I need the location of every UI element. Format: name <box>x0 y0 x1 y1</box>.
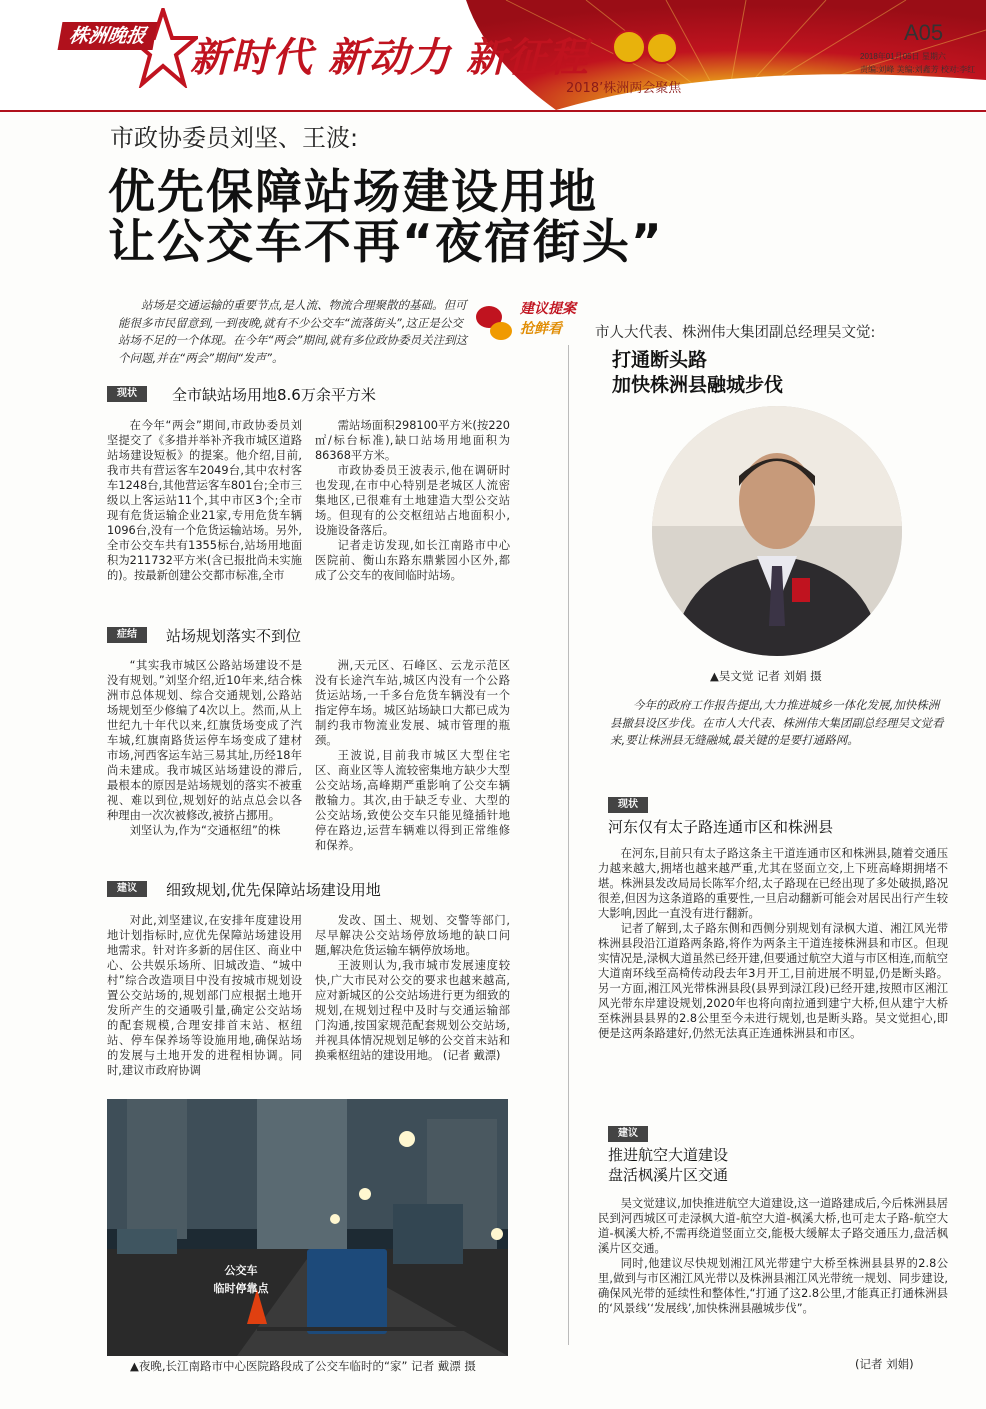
article-column <box>598 1196 948 1316</box>
paragraph: 洲,天元区、石峰区、云龙示范区没有长途汽车站,城区内没有一个公路货运站场,一千多台危货车辆没有一个指定停车场。城区站场缺口大都已成为制约我市物流业发展、城市管理的瓶颈。 <box>315 659 510 747</box>
national-emblem-icon <box>612 30 646 64</box>
main-kicker: 市政协委员刘坚、王波: <box>110 124 359 152</box>
portrait-caption: ▲吴文觉 记者 刘娟 摄 <box>710 669 822 683</box>
photo-sign-board <box>307 1249 387 1334</box>
editor-credits: 责编:刘峰 美编:刘鑫芳 校对:李红 <box>860 65 976 74</box>
side-headline-line-1: 打通断头路 <box>612 349 708 371</box>
article-column <box>107 418 302 583</box>
masthead <box>0 0 986 110</box>
paragraph: “其实我市城区公路站场建设不是没有规划。”刘坚介绍,近10年来,结合株洲市总体规划、综合交通规划,公路站场规划至少修编了4次以上。然而,从上世纪九十年代以来,红旗货场变成了汽车城,红旗南路货运停车场变成了建材市场,河西客运车站三易其址,历经18年尚未建成。我市城区站场建设的滞后,最根本的原因是站场规划的落实不被重视、难以到位,规划好的站点总会以各种理由一次次被修改,被挤占挪用。 <box>107 659 302 822</box>
main-lead-paragraph: 站场是交通运输的重要节点,是人流、物流合理聚散的基础。但可能很多市民留意到,一到夜晚,就有不少公交车“流落街头”,这正是公交站场不足的一个体现。在今年“两会”期间,就有多位政协委员关注到这个问题,并在“两会”期间“发声”。 <box>118 298 468 365</box>
special-section-title: 2018’株洲两会聚焦 <box>566 81 682 96</box>
paragraph: 在今年“两会”期间,市政协委员刘坚提交了《多措并举补齐我市城区道路站场建设短板》的提案。他介绍,目前,我市共有营运客车2049台,其中农村客车1248台,其他营运客车801台;全市三级以上客运站11个,其中市区3个;全市现有危货运输企业21家,专用危货车辆1096台,没有一个危货运输站场。另外,全市公交车共有1355标台,站场用地面积为211732平方米(含已报批尚未实施的)。按最新创建公交都市标准,全市 <box>107 419 302 582</box>
main-headline-line-2: 让公交车不再“夜宿街头” <box>108 215 664 270</box>
cppcc-emblem-icon <box>646 32 678 64</box>
column-divider <box>568 345 569 1345</box>
paragraph: 记者走访发现,如长江南路市中心医院前、衡山东路东鼎紫园小区外,都成了公交车的夜间临时站场。 <box>315 539 510 582</box>
paragraph: 需站场面积298100平方米(按220㎡/标台标准),缺口站场用地面积为86368平方米。 <box>315 419 510 462</box>
article-column <box>107 658 302 838</box>
paragraph: 吴文觉建议,加快推进航空大道建设,这一道路建成后,今后株洲县居民到河西城区可走渌枫大道-航空大道-枫溪大桥,也可走太子路-航空大道-枫溪大桥,不需再绕道竖面立交,能极大缓解太子路交通压力,盘活枫溪片区交通。 <box>598 1197 948 1255</box>
section-tag: 现状 <box>608 797 648 813</box>
badge-line-1: 建议提案 <box>520 301 576 317</box>
paragraph: 市政协委员王波表示,他在调研时也发现,在市中心特别是老城区人流密集地区,已很难有土地建造大型公交站场。但现有的公交枢纽站占地面积小,设施设备落后。 <box>315 464 510 537</box>
section-title: 推进航空大道建设 <box>608 1146 729 1164</box>
article-column <box>107 913 302 1078</box>
paragraph: 同时,他建议尽快规划湘江风光带建宁大桥至株洲县县界的2.8公里,做到与市区湘江风光带以及株洲县湘江风光带统一规划、同步建设,确保风光带的延续性和整体性,“打通了这2.8公里,才能真正打通株洲县的‘风景线’‘发展线’,加快株洲县融城步伐”。 <box>598 1257 948 1315</box>
paragraph: 对此,刘坚建议,在安排年度建设用地计划指标时,应优先保障站场建设用地需求。针对许多新的居住区、商业中心、公共娱乐场所、旧城改造、“城中村”综合改造项目中没有按城市规划设置公交站场的,规划部门应根据土地开发所产生的交通吸引量,确定公交站场的配套规模,合理安排首末站、枢纽站、停车保养场等设施用地,确保站场的发展与土地开发的进程相协调。同时,建议市政府协调 <box>107 914 302 1077</box>
paragraph: 在河东,目前只有太子路这条主干道连通市区和株洲县,随着交通压力越来越大,拥堵也越来越严重,尤其在竖面立交,上下班高峰期拥堵不堪。株洲县发改局局长陈军介绍,太子路现在已经出现了多处破损,路况很差,但因为这条道路的重要性,一旦启动翻新可能会对居民出行产生较大影响,因此一直没有进行翻新。 <box>598 847 948 920</box>
badge-line-2: 抢鲜看 <box>520 321 562 337</box>
section-tag: 症结 <box>107 627 147 643</box>
article-column <box>315 418 510 583</box>
section-title: 细致规划,优先保障站场建设用地 <box>166 881 381 899</box>
article-column <box>598 846 948 1041</box>
speech-bubble-icon-small <box>490 322 512 340</box>
paragraph: 王波说,目前我市城区大型住宅区、商业区等人流较密集地方缺少大型公交站场,高峰期严重影响了公交车辆散输力。其次,由于缺乏专业、大型的公交站场,致使公交车只能见缝插针地停在路边,运营车辆难以得到正常维修和保养。 <box>315 749 510 852</box>
section-title: 站场规划落实不到位 <box>166 627 302 645</box>
portrait-photo <box>652 406 902 656</box>
side-lead-paragraph: 今年的政府工作报告提出,大力推进城乡一体化发展,加快株洲县撤县设区步伐。在市人大代表、株洲伟大集团副总经理吴文觉看来,要让株洲县无缝融城,最关键的是要打通路网。 <box>610 698 944 747</box>
section-title: 盘活枫溪片区交通 <box>608 1166 729 1184</box>
section-title: 全市缺站场用地8.6万余平方米 <box>172 386 376 404</box>
article-column <box>315 913 510 1063</box>
page-number: A05 <box>904 20 944 45</box>
photo-sign-line-2: 临时停靠点 <box>213 1282 269 1295</box>
paragraph: 记者了解到,太子路东侧和西侧分别规划有渌枫大道、湘江风光带株洲县段沿江道路两条路,将作为两条主干道连接株洲县和市区。但现实情况是,渌枫大道虽然已经开建,但要通过航空大道与市区相连,而航空大道南环线至高椅传动段去年3月开工,目前进展不明显,仍是断头路。另一方面,湘江风光带株洲县段(县界到渌江段)已经开建,按照市区湘江风光带东岸建设规划,2020年也将向南拉通到建宁大桥,但从建宁大桥至株洲县县界的2.8公里至今未进行规划,也是断头路。吴文觉担心,即便是这两条路建好,仍然无法真正连通株洲县和市区。 <box>598 922 948 1040</box>
section-tag: 建议 <box>107 881 147 897</box>
paragraph: 王波则认为,我市城市发展速度较快,广大市民对公交的要求也越来越高,应对新城区的公交站场进行更为细致的规划,在规划过程中及时与交通运输部门沟通,按国家规范配套规划公交站场,并视具体情况规划足够的公交首末站和换乘枢纽站的建设用地。 (记者 戴漂) <box>315 959 510 1062</box>
paragraph: 发改、国土、规划、交警等部门,尽早解决公交站场停放场地的缺口问题,解决危货运输车辆停放场地。 <box>315 914 510 957</box>
side-headline-line-2: 加快株洲县融城步伐 <box>612 374 784 396</box>
issue-date: 2018年01月05日 星期六 <box>860 52 946 61</box>
photo-sign-line-1: 公交车 <box>224 1264 258 1277</box>
section-tag: 建议 <box>608 1126 648 1142</box>
masthead-rule <box>0 110 986 112</box>
main-headline-line-1: 优先保障站场建设用地 <box>108 165 598 220</box>
side-byline: (记者 刘娟) <box>855 1357 914 1371</box>
section-title: 河东仅有太子路连通市区和株洲县 <box>608 818 834 836</box>
night-street-photo <box>107 1099 508 1356</box>
section-tag: 现状 <box>107 386 147 402</box>
masthead-slogan: 新时代 新动力 新征程 <box>190 34 589 81</box>
side-kicker: 市人大代表、株洲伟大集团副总经理吴文觉: <box>595 325 876 341</box>
article-column <box>315 658 510 853</box>
photo-caption: ▲夜晚,长江南路市中心医院路段成了公交车临时的“家” 记者 戴漂 摄 <box>130 1359 476 1373</box>
paragraph: 刘坚认为,作为“交通枢纽”的株 <box>129 824 281 837</box>
newspaper-logo: 株洲晚报 <box>58 22 158 50</box>
